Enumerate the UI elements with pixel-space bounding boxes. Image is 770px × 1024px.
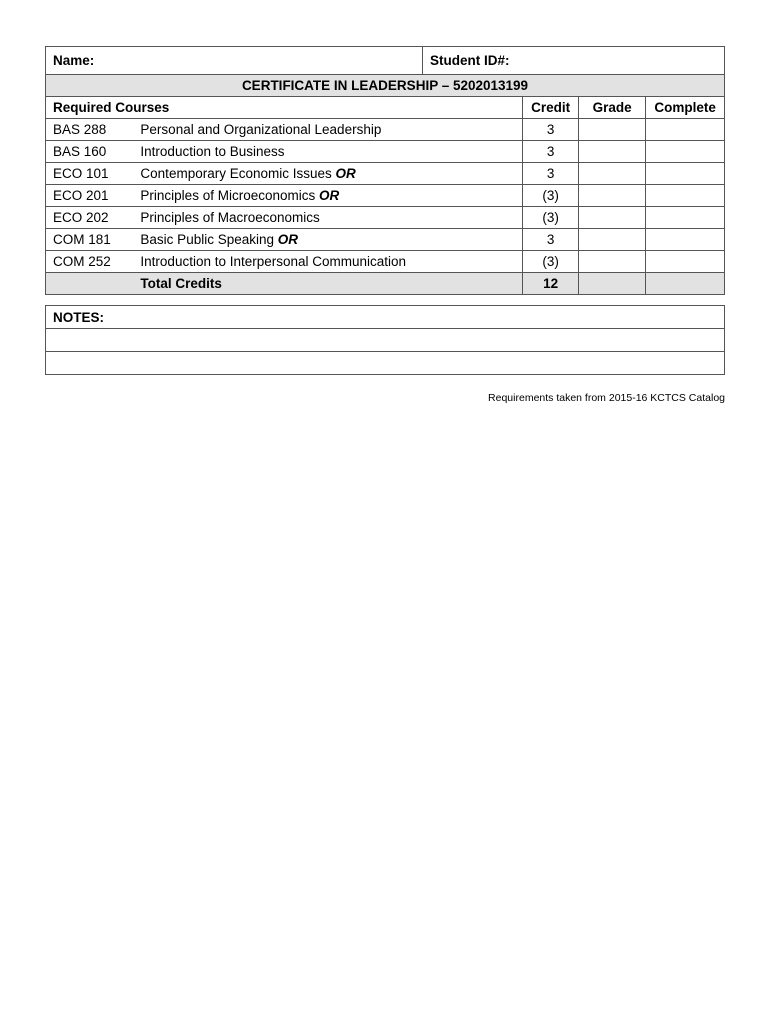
total-complete-cell: [646, 273, 725, 295]
grade-cell[interactable]: [578, 141, 645, 163]
course-title: Personal and Organizational Leadership: [140, 122, 382, 137]
course-credit: (3): [523, 185, 579, 207]
notes-line[interactable]: [46, 329, 725, 352]
complete-cell[interactable]: [646, 185, 725, 207]
course-title: Introduction to Interpersonal Communication: [140, 254, 407, 269]
course-row: [46, 141, 725, 163]
course-title-cell: [133, 141, 522, 163]
total-spacer: [46, 273, 134, 295]
course-row: [46, 119, 725, 141]
name-label: Name:: [53, 53, 95, 68]
total-grade-cell: [578, 273, 645, 295]
grade-header: Grade: [578, 97, 645, 119]
course-or-suffix: OR: [277, 232, 298, 247]
grade-cell[interactable]: [578, 185, 645, 207]
course-title: Contemporary Economic Issues: [140, 166, 336, 181]
course-row: [46, 229, 725, 251]
course-title: Basic Public Speaking: [140, 232, 278, 247]
total-credits-value: 12: [523, 273, 579, 295]
course-title-cell: [133, 119, 522, 141]
certificate-table: [45, 46, 725, 295]
course-code: COM 181: [46, 229, 134, 251]
name-field[interactable]: [46, 47, 423, 75]
course-code: ECO 201: [46, 185, 134, 207]
grade-cell[interactable]: [578, 251, 645, 273]
grade-cell[interactable]: [578, 229, 645, 251]
course-code: BAS 160: [46, 141, 134, 163]
course-credit: 3: [523, 119, 579, 141]
credit-header: Credit: [523, 97, 579, 119]
required-courses-header: Required Courses: [46, 97, 523, 119]
course-credit: (3): [523, 207, 579, 229]
certificate-title: CERTIFICATE IN LEADERSHIP – 5202013199: [46, 75, 725, 97]
complete-cell[interactable]: [646, 163, 725, 185]
catalog-footnote: Requirements taken from 2015-16 KCTCS Catalog: [488, 392, 725, 404]
complete-header: Complete: [646, 97, 725, 119]
grade-cell[interactable]: [578, 163, 645, 185]
notes-table: [45, 305, 725, 375]
course-title-cell: [133, 229, 522, 251]
course-code: BAS 288: [46, 119, 134, 141]
notes-line[interactable]: [46, 352, 725, 375]
course-row: [46, 251, 725, 273]
grade-cell[interactable]: [578, 119, 645, 141]
course-code: ECO 101: [46, 163, 134, 185]
course-credit: (3): [523, 251, 579, 273]
complete-cell[interactable]: [646, 119, 725, 141]
notes-label: NOTES:: [46, 306, 725, 329]
complete-cell[interactable]: [646, 229, 725, 251]
complete-cell[interactable]: [646, 141, 725, 163]
course-title-cell: [133, 251, 522, 273]
course-title-cell: [133, 163, 522, 185]
course-code: COM 252: [46, 251, 134, 273]
course-row: [46, 163, 725, 185]
complete-cell[interactable]: [646, 251, 725, 273]
course-or-suffix: OR: [335, 166, 356, 181]
total-credits-label: Total Credits: [133, 273, 522, 295]
course-credit: 3: [523, 229, 579, 251]
course-code: ECO 202: [46, 207, 134, 229]
course-title: Introduction to Business: [140, 144, 285, 159]
course-title-cell: [133, 207, 522, 229]
grade-cell[interactable]: [578, 207, 645, 229]
course-title-cell: [133, 185, 522, 207]
complete-cell[interactable]: [646, 207, 725, 229]
course-title: Principles of Microeconomics: [140, 188, 319, 203]
course-title: Principles of Macroeconomics: [140, 210, 320, 225]
course-or-suffix: OR: [318, 188, 340, 203]
course-credit: 3: [523, 163, 579, 185]
student-id-label: Student ID#:: [430, 53, 510, 68]
course-row: [46, 207, 725, 229]
course-row: [46, 185, 725, 207]
student-id-field[interactable]: [423, 47, 725, 75]
course-credit: 3: [523, 141, 579, 163]
